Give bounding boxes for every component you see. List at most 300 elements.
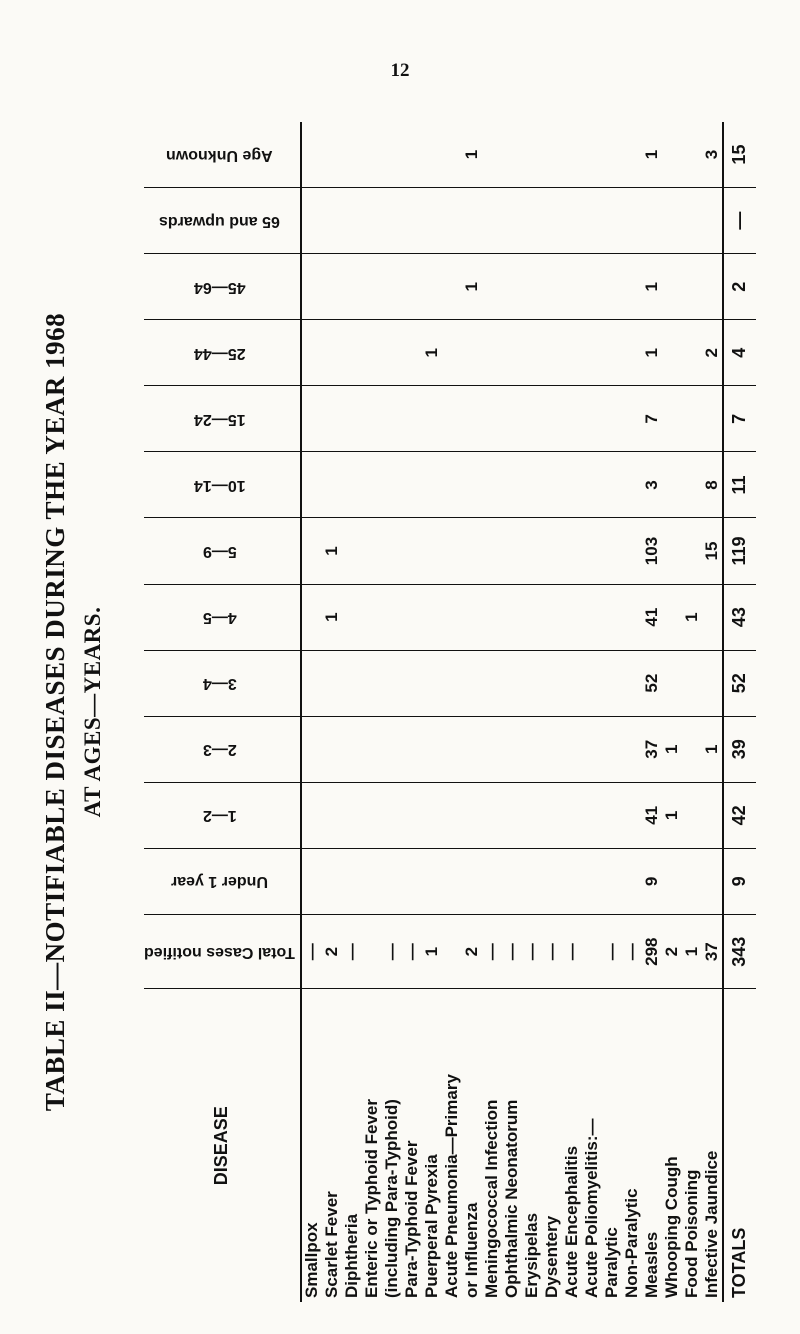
age-count-cell [582,320,602,386]
age-header-unknown: Age Unknown [144,122,301,188]
age-count-cell [342,320,362,386]
total-notified-cell [442,914,462,988]
age-count-cell [322,386,342,452]
age-count-cell [582,782,602,848]
total-notified-cell: 2 [462,914,482,988]
totals-age-cell: — [723,188,756,254]
age-count-cell [542,452,562,518]
age-count-cell [462,518,482,584]
age-count-cell [702,254,723,320]
age-count-cell [322,782,342,848]
age-count-cell [442,716,462,782]
age-count-cell [602,650,622,716]
totals-age-cell: 119 [723,518,756,584]
age-count-cell [462,320,482,386]
age-count-cell [301,716,322,782]
age-count-cell: 37 [642,716,662,782]
age-count-cell [362,188,382,254]
age-count-cell [522,452,542,518]
age-count-cell [422,650,442,716]
disease-name: Puerperal Pyrexia [421,1154,441,1298]
age-count-cell [382,188,402,254]
total-notified-cell: — [502,914,522,988]
rotated-table-block [40,122,760,1302]
age-count-cell [542,386,562,452]
age-count-cell [542,188,562,254]
age-count-cell [502,188,522,254]
total-notified-cell: — [622,914,642,988]
age-count-cell: 8 [702,452,723,518]
age-count-cell [602,452,622,518]
age-count-cell [542,716,562,782]
age-count-cell [422,782,442,848]
disease-name: Scarlet Fever [321,1191,341,1298]
age-count-cell [382,386,402,452]
table-row [301,122,322,1302]
age-count-cell [342,188,362,254]
age-count-cell [402,584,422,650]
age-count-cell [602,254,622,320]
age-count-cell [402,650,422,716]
age-count-cell [422,518,442,584]
age-count-cell [402,848,422,914]
age-count-cell [542,782,562,848]
age-count-cell [622,716,642,782]
age-count-cell [382,716,402,782]
age-count-cell [482,848,502,914]
table-row [442,122,462,1302]
age-count-cell [382,452,402,518]
age-count-cell [362,320,382,386]
age-count-cell [301,848,322,914]
age-count-cell [301,188,322,254]
age-count-cell [662,518,682,584]
totals-age-cell: 43 [723,584,756,650]
age-count-cell: 3 [702,122,723,188]
age-count-cell [582,848,602,914]
age-count-cell [342,122,362,188]
age-count-cell [301,782,322,848]
table-subtitle: AT AGES—YEARS. [80,606,105,818]
age-count-cell [482,650,502,716]
age-count-cell [422,386,442,452]
age-count-cell [622,584,642,650]
age-count-cell [602,386,622,452]
age-count-cell [301,518,322,584]
age-count-cell [442,452,462,518]
age-count-cell: 41 [642,782,662,848]
age-count-cell [402,518,422,584]
age-count-cell [562,518,582,584]
total-notified-cell: — [522,914,542,988]
age-count-cell [402,254,422,320]
age-count-cell [582,188,602,254]
age-count-cell [622,386,642,452]
total-notified-cell: 1 [422,914,442,988]
age-count-cell [522,320,542,386]
age-count-cell [602,716,622,782]
age-count-cell [382,122,402,188]
age-count-cell [362,518,382,584]
age-count-cell [562,188,582,254]
age-count-cell [582,584,602,650]
table-row [702,122,723,1302]
age-count-cell [301,386,322,452]
disease-name: Meningococcal Infection [481,1099,501,1298]
age-count-cell [602,122,622,188]
totals-age-cell: 42 [723,782,756,848]
age-count-cell [402,782,422,848]
age-count-cell [482,584,502,650]
table-row [502,122,522,1302]
total-notified-cell [582,914,602,988]
age-count-cell [582,452,602,518]
disease-name: Whooping Cough [661,1156,681,1298]
age-count-cell [682,386,702,452]
age-count-cell [301,584,322,650]
totals-age-cell: 15 [723,122,756,188]
age-header-45-64: 45—64 [144,254,301,320]
age-count-cell [482,782,502,848]
age-header-1-2: 1—2 [144,782,301,848]
disease-name: Para-Typhoid Fever [401,1140,421,1298]
age-count-cell [382,650,402,716]
disease-name: Infective Jaundice [701,1150,721,1298]
totals-age-cell: 7 [723,386,756,452]
age-count-cell [301,320,322,386]
table-body [301,122,756,1302]
age-count-cell: 1 [322,518,342,584]
age-header-5-9: 5—9 [144,518,301,584]
disease-name: Paralytic [601,1227,621,1298]
age-count-cell [382,782,402,848]
age-count-cell [362,584,382,650]
age-count-cell [402,188,422,254]
table-row [562,122,582,1302]
age-count-cell [482,386,502,452]
age-count-cell [622,518,642,584]
page-number: 12 [390,60,410,81]
age-count-cell [522,188,542,254]
age-count-cell [522,716,542,782]
age-count-cell [562,386,582,452]
age-count-cell [462,584,482,650]
age-count-cell [342,254,362,320]
age-count-cell [582,254,602,320]
age-count-cell [322,122,342,188]
age-count-cell [682,122,702,188]
age-count-cell: 3 [642,452,662,518]
age-count-cell [702,848,723,914]
age-count-cell [622,782,642,848]
age-count-cell [442,848,462,914]
totals-age-cell: 9 [723,848,756,914]
age-count-cell [542,518,562,584]
total-notified-cell: — [402,914,422,988]
age-count-cell [682,320,702,386]
age-count-cell [662,848,682,914]
age-header-4-5: 4—5 [144,584,301,650]
age-count-cell [442,584,462,650]
table-row [662,122,682,1302]
age-count-cell [502,386,522,452]
total-notified-cell: 2 [662,914,682,988]
age-count-cell [502,122,522,188]
age-count-cell [602,584,622,650]
age-count-cell [322,650,342,716]
age-count-cell [382,254,402,320]
disease-name: Enteric or Typhoid Fever [361,1098,381,1298]
age-count-cell [682,848,702,914]
age-count-cell [482,188,502,254]
totals-age-cell: 11 [723,452,756,518]
age-count-cell: 1 [462,122,482,188]
total-notified-cell: — [301,914,322,988]
age-count-cell [442,188,462,254]
age-count-cell [502,518,522,584]
age-count-cell [702,188,723,254]
age-count-cell [702,650,723,716]
age-count-cell: 1 [682,584,702,650]
table-row [542,122,562,1302]
age-count-cell [562,254,582,320]
table-header-row [144,122,301,1302]
age-count-cell: 1 [702,716,723,782]
age-count-cell [382,848,402,914]
age-count-cell [502,584,522,650]
age-count-cell [622,188,642,254]
totals-label: TOTALS [723,989,756,1302]
total-notified-cell: — [602,914,622,988]
total-notified-cell: — [342,914,362,988]
age-count-cell [301,254,322,320]
totals-age-cell: 52 [723,650,756,716]
age-count-cell [542,254,562,320]
age-count-cell: 1 [462,254,482,320]
age-count-cell [342,386,362,452]
age-header-10-14: 10—14 [144,452,301,518]
age-count-cell: 1 [662,716,682,782]
age-count-cell [362,716,382,782]
age-count-cell [342,716,362,782]
age-count-cell [402,452,422,518]
total-notified-cell: — [482,914,502,988]
age-count-cell [342,848,362,914]
age-count-cell [422,254,442,320]
age-count-cell: 52 [642,650,662,716]
totals-age-cell: 4 [723,320,756,386]
age-count-cell: 1 [642,254,662,320]
table-row [602,122,622,1302]
age-count-cell [422,584,442,650]
age-count-cell [662,122,682,188]
age-count-cell [362,650,382,716]
table-row [682,122,702,1302]
age-count-cell: 2 [702,320,723,386]
disease-column-header: DISEASE [144,989,301,1302]
age-count-cell [322,716,342,782]
age-count-cell: 103 [642,518,662,584]
age-count-cell [322,254,342,320]
disease-name: Food Poisoning [681,1169,701,1298]
age-count-cell [342,650,362,716]
age-count-cell [562,848,582,914]
age-count-cell [402,386,422,452]
age-count-cell: 1 [422,320,442,386]
age-count-cell [442,254,462,320]
age-count-cell [402,122,422,188]
age-count-cell [522,386,542,452]
disease-name: or Influenza [461,1202,481,1298]
table-row [642,122,662,1302]
age-count-cell: 1 [662,782,682,848]
age-count-cell [542,848,562,914]
table-row [422,122,442,1302]
age-count-cell [522,650,542,716]
age-count-cell [422,452,442,518]
age-count-cell [482,716,502,782]
totals-age-cell: 39 [723,716,756,782]
age-count-cell [322,320,342,386]
age-count-cell [462,650,482,716]
age-count-cell [442,650,462,716]
age-count-cell [562,716,582,782]
age-count-cell [622,320,642,386]
age-count-cell [642,188,662,254]
age-count-cell [522,848,542,914]
age-count-cell [702,584,723,650]
age-count-cell [682,650,702,716]
age-count-cell [462,848,482,914]
age-count-cell [622,254,642,320]
age-count-cell [602,188,622,254]
age-count-cell [382,320,402,386]
age-count-cell [622,122,642,188]
age-header-65-upwards: 65 and upwards [144,188,301,254]
age-count-cell [442,518,462,584]
table-row [362,122,382,1302]
total-notified-cell: — [562,914,582,988]
total-notified-cell: 2 [322,914,342,988]
age-count-cell [522,254,542,320]
age-count-cell [482,320,502,386]
age-count-cell [682,452,702,518]
table-row [622,122,642,1302]
age-header-3-4: 3—4 [144,650,301,716]
table-row [402,122,422,1302]
age-count-cell [462,716,482,782]
age-count-cell [402,716,422,782]
age-count-cell [682,518,702,584]
age-count-cell [662,386,682,452]
age-count-cell [602,518,622,584]
age-count-cell [602,848,622,914]
age-count-cell [702,782,723,848]
disease-name: Measles [641,1231,661,1298]
table-row [342,122,362,1302]
age-count-cell [582,122,602,188]
age-count-cell [362,386,382,452]
age-count-cell [622,452,642,518]
age-count-cell [542,584,562,650]
age-count-cell [342,518,362,584]
age-header-15-24: 15—24 [144,386,301,452]
age-count-cell [662,188,682,254]
age-count-cell [502,782,522,848]
table-row [582,122,602,1302]
age-count-cell [562,584,582,650]
age-count-cell [682,782,702,848]
age-count-cell [462,452,482,518]
age-count-cell [502,650,522,716]
age-count-cell [622,650,642,716]
age-count-cell [502,452,522,518]
total-notified-cell: 298 [642,914,662,988]
age-count-cell [602,320,622,386]
disease-name: Non-Paralytic [621,1188,641,1298]
age-count-cell [682,254,702,320]
total-notified-cell: 37 [702,914,723,988]
age-count-cell [362,848,382,914]
age-header-under-1: Under 1 year [144,848,301,914]
age-count-cell: 7 [642,386,662,452]
age-count-cell [382,518,402,584]
age-count-cell [622,848,642,914]
age-header-25-44: 25—44 [144,320,301,386]
total-notified-cell: 1 [682,914,702,988]
age-count-cell [662,254,682,320]
age-count-cell [582,518,602,584]
age-count-cell: 1 [642,320,662,386]
age-count-cell [342,452,362,518]
total-notified-header: Total Cases notified [144,914,301,988]
totals-notified-cell: 343 [723,914,756,988]
age-count-cell: 15 [702,518,723,584]
age-count-cell [422,188,442,254]
age-count-cell [682,188,702,254]
age-count-cell [301,452,322,518]
age-count-cell [482,254,502,320]
age-count-cell [442,782,462,848]
age-count-cell [322,452,342,518]
age-count-cell [342,584,362,650]
age-count-cell [562,452,582,518]
age-count-cell [342,782,362,848]
age-count-cell [602,782,622,848]
age-count-cell [462,782,482,848]
age-count-cell [301,650,322,716]
age-count-cell [322,188,342,254]
age-count-cell [562,782,582,848]
age-count-cell [522,782,542,848]
age-count-cell [402,320,422,386]
table-row [322,122,342,1302]
totals-age-cell: 2 [723,254,756,320]
table-row [382,122,402,1302]
age-count-cell [562,122,582,188]
age-count-cell [662,320,682,386]
disease-name: (including Para-Typhoid) [381,1099,401,1298]
disease-name: Dysentery [541,1215,561,1298]
totals-row [723,122,756,1302]
age-count-cell [462,386,482,452]
age-count-cell [502,320,522,386]
age-count-cell [322,848,342,914]
table-row [482,122,502,1302]
age-count-cell [482,452,502,518]
age-count-cell [682,716,702,782]
age-count-cell [542,122,562,188]
